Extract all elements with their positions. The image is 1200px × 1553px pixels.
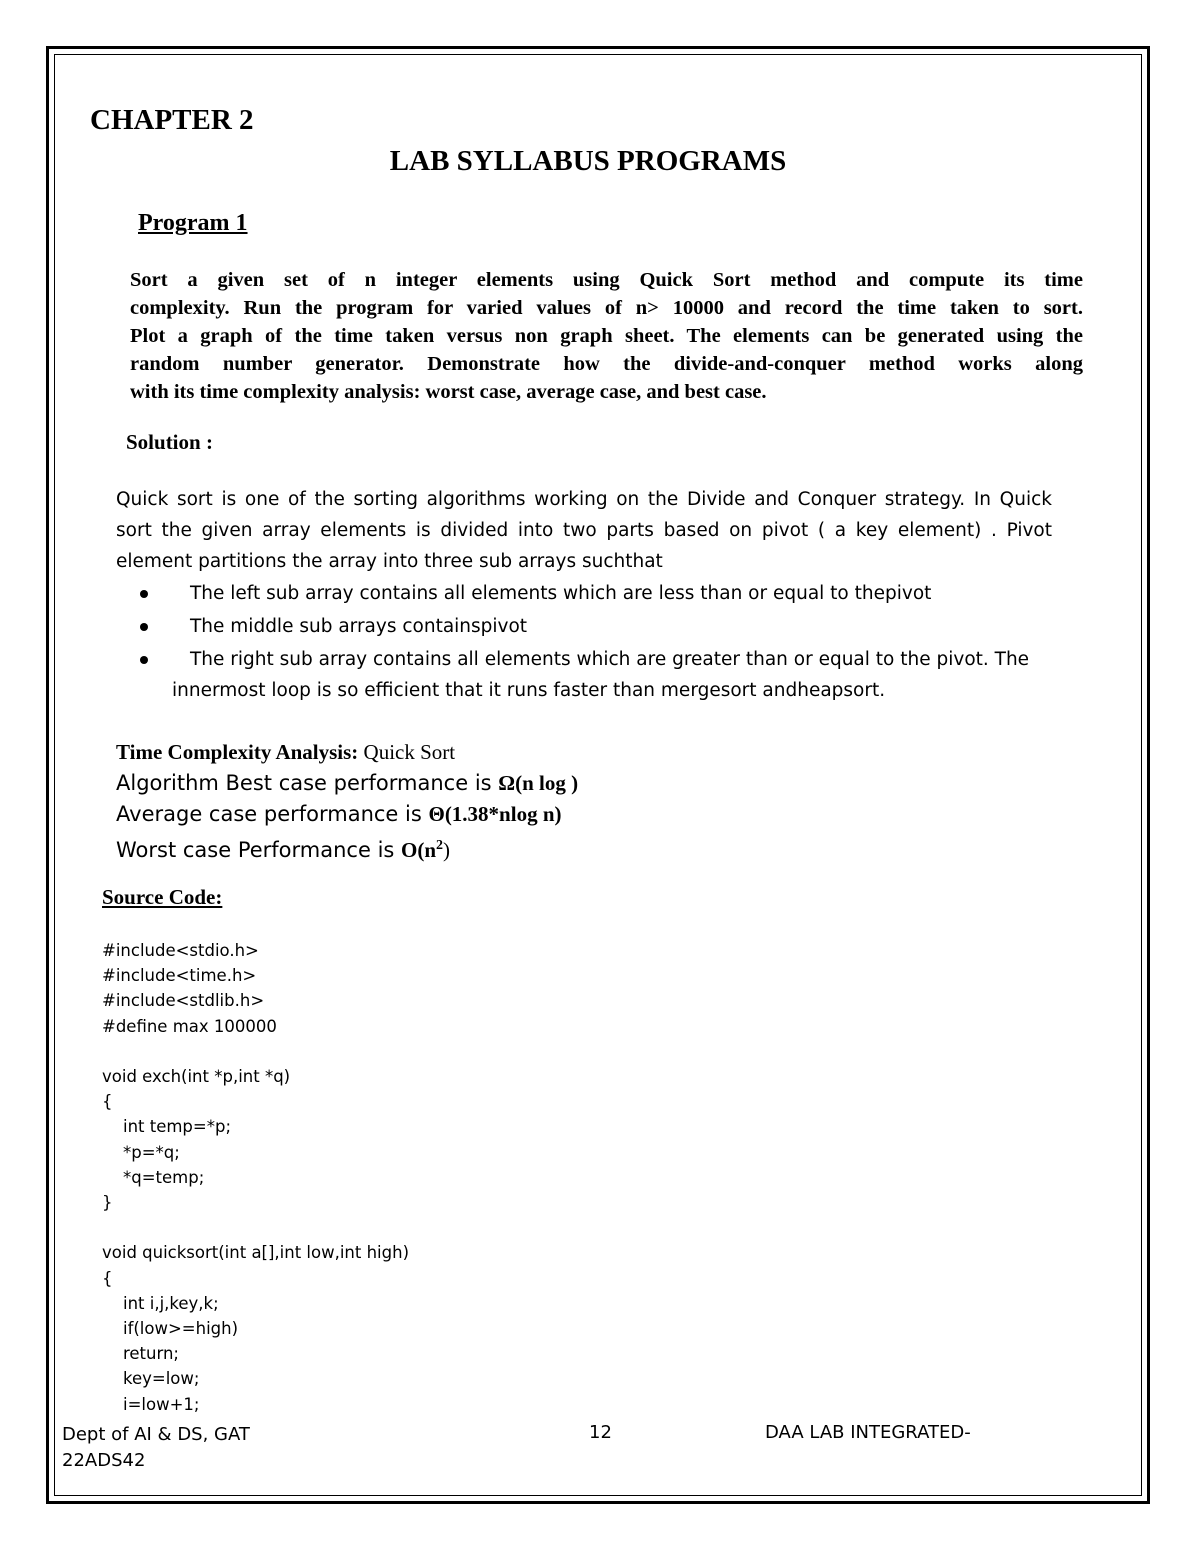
- average-case-row: [116, 799, 578, 830]
- complexity-heading-suffix: Quick Sort: [358, 740, 456, 764]
- code-line: void exch(int *p,int *q): [102, 1067, 291, 1086]
- program-heading: Program 1: [138, 210, 248, 236]
- chapter-heading: CHAPTER 2: [90, 104, 254, 136]
- code-line: }: [102, 1193, 113, 1213]
- task-line: Plot a graph of the time taken versus non graph sheet. The elements can be generated using the: [130, 325, 1083, 347]
- best-case-value: Ω(n log ): [498, 771, 579, 795]
- page-title: LAB SYLLABUS PROGRAMS: [389, 145, 787, 177]
- code-line: #include<stdlib.h>: [102, 991, 265, 1011]
- task-line: with its time complexity analysis: worst case, average case, and best case.: [130, 381, 767, 403]
- task-line: random number generator. Demonstrate how the divide-and-conquer method works along: [130, 353, 1083, 375]
- complexity-heading: Time Complexity Analysis:: [116, 740, 359, 764]
- average-case-label: Average case performance is: [116, 802, 429, 826]
- bullet-text: The left sub array contains all elements which are less than or equal to thepivot: [190, 583, 932, 604]
- worst-case-row: [116, 830, 578, 866]
- source-code-heading: Source Code:: [102, 885, 223, 909]
- task-line: complexity. Run the program for varied values of n> 10000 and record the time taken to sort.: [130, 297, 1083, 319]
- code-line: #define max 100000: [102, 1016, 277, 1036]
- source-code-block: [102, 938, 409, 1417]
- bullet-text: The right sub array contains all elements which are greater than or equal to the pivot. The: [190, 649, 1030, 670]
- code-line: key=low;: [102, 1369, 200, 1389]
- code-line: *q=temp;: [102, 1167, 205, 1187]
- program-task: [130, 266, 1083, 406]
- code-line: [102, 1039, 409, 1064]
- footer-dept: [62, 1422, 250, 1474]
- bullet-icon: [140, 656, 148, 664]
- footer-lab-name: DAA LAB INTEGRATED-: [765, 1422, 971, 1443]
- code-line: if(low>=high): [102, 1319, 239, 1339]
- bullet-icon: [140, 623, 148, 631]
- intro-line: Quick sort is one of the sorting algorithms working on the Divide and Conquer strategy. In Quick: [116, 489, 1052, 510]
- footer-dept-name: Dept of AI & DS, GAT: [62, 1424, 250, 1445]
- worst-case-value: O(n: [401, 838, 437, 862]
- footer-course-code: 22ADS42: [62, 1450, 146, 1471]
- code-line: i=low+1;: [102, 1394, 200, 1414]
- bullet-continuation: innermost loop is so efficient that it runs faster than mergesort andheapsort.: [172, 680, 886, 701]
- list-item: [140, 577, 1060, 610]
- page-number: 12: [589, 1422, 612, 1443]
- worst-case-close: ): [443, 838, 451, 862]
- code-line: [102, 1215, 409, 1240]
- task-line: Sort a given set of n integer elements using Quick Sort method and compute its time: [130, 269, 1083, 291]
- complexity-analysis: [116, 737, 578, 866]
- code-line: int temp=*p;: [102, 1117, 232, 1137]
- list-item: [140, 610, 1060, 643]
- average-case-value: Θ(1.38*nlog n): [428, 802, 562, 826]
- intro-line: element partitions the array into three sub arrays suchthat: [116, 551, 663, 572]
- worst-case-label: Worst case Performance is: [116, 838, 402, 862]
- code-line: *p=*q;: [102, 1142, 180, 1162]
- intro-line: sort the given array elements is divided into two parts based on pivot ( a key element) . Pivot: [116, 520, 1052, 541]
- code-line: #include<time.h>: [102, 966, 257, 986]
- code-line: {: [102, 1092, 113, 1112]
- complexity-heading-row: [116, 737, 578, 768]
- best-case-row: [116, 768, 578, 799]
- list-item: [140, 643, 1060, 706]
- code-line: void quicksort(int a[],int low,int high): [102, 1243, 410, 1263]
- code-line: {: [102, 1268, 113, 1288]
- solution-intro: [116, 484, 1052, 577]
- code-line: int i,j,key,k;: [102, 1293, 219, 1313]
- bullet-icon: [140, 590, 148, 598]
- worst-case-exponent: 2: [436, 838, 444, 853]
- code-line: return;: [102, 1344, 179, 1364]
- bullet-list: [140, 577, 1060, 706]
- best-case-label: Algorithm Best case performance is: [116, 771, 499, 795]
- solution-heading: Solution :: [126, 430, 213, 454]
- code-line: #include<stdio.h>: [102, 941, 259, 960]
- bullet-text: The middle sub arrays containspivot: [190, 616, 528, 637]
